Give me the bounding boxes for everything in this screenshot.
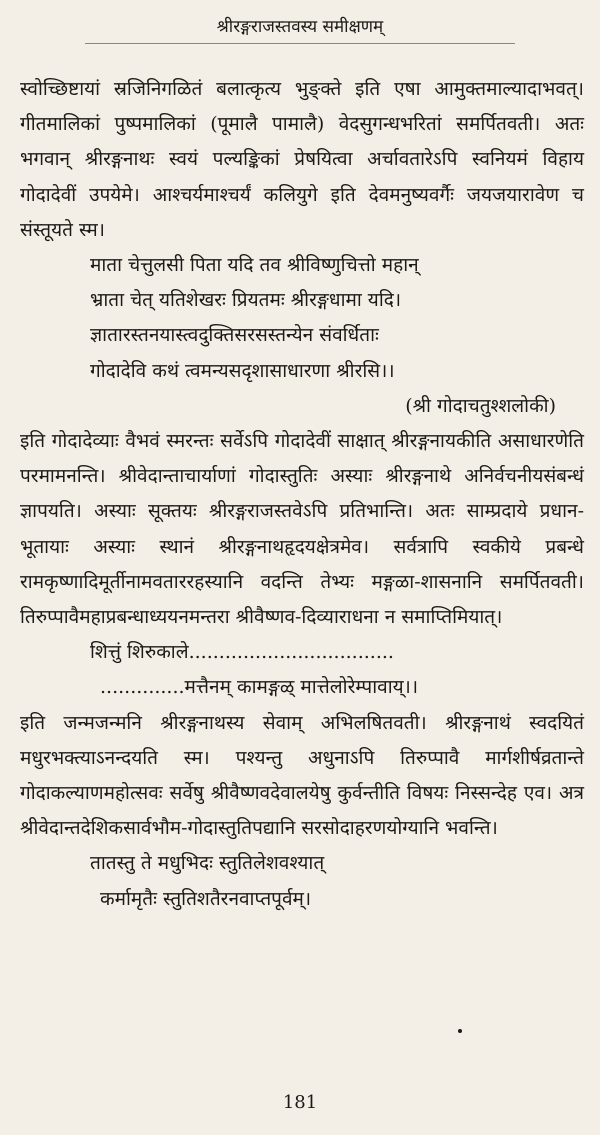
paragraph-2: इति गोदादेव्याः वैभवं स्मरन्तः सर्वेऽपि गोदादेवीं साक्षात् श्रीरङ्गनायकीति असाधारणेति परमामनन्ति। श्रीवेदान्ताचार्याणां गोदास्तुतिः अस्याः श्रीरङ्गनाथे अनिर्वचनीयसंबन्धं ज्ञापयति। अस्याः सूक्तयः श्रीरङ्गराजस्तवेऽपि प्रतिभान्ति। अतः साम्प्रदाये प्रधान-भूतायाः अस्याः स्थानं श्रीरङ्गनाथहृदयक्षेत्रमेव। सर्वत्रापि स्वकीये प्रबन्धे रामकृष्णादिमूर्तीनामवताररहस्यानि वदन्ति तेभ्यः मङ्गळा-शासनानि समर्पितवती। तिरुप्पावैमहाप्रबन्धाध्ययनमन्तरा श्रीवैष्णव-दिव्याराधना न समाप्तिमियात्। — [20, 430, 584, 629]
verse-1-source: (श्री गोदाचतुश्शलोकी) — [405, 394, 556, 417]
verse-1-line-4: गोदादेवि कथं त्वमन्यसदृशासाधारणा श्रीरसि।। — [90, 359, 395, 382]
paragraph-1: स्वोच्छिष्टायां स्रजिनिगळितं बलात्कृत्य भुङ्क्ते इति एषा आमुक्तमाल्यादाभवत्। गीतमालिकां पुष्पमालिकां (पूमालै पामालै) वेदसुगन्धभरितां समर्पितवती। अतः भगवान् श्रीरङ्गनाथः स्वयं पल्यङ्किकां प्रेषयित्वा अर्चावतारेऽपि स्वनियमं विहाय गोदादेवीं उपयेमे। आश्चर्यमाश्चर्यं कलियुगे इति देवमनुष्यवर्गैः जयजयारावेण च संस्तूयते स्म। — [20, 78, 584, 241]
verse-2-line-2: ..............मत्तैनम् कामङ्गळ् मात्तेलोरेम्पावाय्।। — [100, 676, 419, 699]
verse-1-line-3: ज्ञातारस्तनयास्त्वदुक्तिसरसस्तन्येन संवर्धिताः — [90, 324, 379, 347]
verse-3-line-2: कर्मामृतैः स्तुतिशतैरनवाप्तपूर्वम्। — [100, 887, 312, 910]
running-header — [0, 14, 600, 44]
page-number: 181 — [282, 1092, 318, 1113]
verse-2-line-1: शित्तुं शिरुकाले.................................. — [90, 641, 394, 664]
paragraph-3: इति जन्मजन्मनि श्रीरङ्गनाथस्य सेवाम् अभिलषितवती। श्रीरङ्गनाथं स्वदयितं मधुरभक्त्याऽनन्दयति स्म। पश्यन्तु अधुनाऽपि तिरुप्पावै मार्गशीर्षव्रतान्ते गोदाकल्याणमहोत्सवः सर्वेषु श्रीवैष्णवदेवालयेषु कुर्वन्तीति विषयः निस्सन्देह एव। अत्र श्रीवेदान्तदेशिकसार्वभौम-गोदास्तुतिपद्यानि सरसोदाहरणयोग्यानि भवन्ति। — [20, 711, 584, 840]
verse-3-line-1: तातस्तु ते मधुभिदः स्तुतिलेशवश्यात् — [90, 852, 325, 875]
header-title: श्रीरङ्गराजस्तवस्य समीक्षणम् — [216, 17, 384, 37]
verse-1-line-2: भ्राता चेत् यतिशेखरः प्रियतमः श्रीरङ्गधामा यदि। — [90, 289, 402, 312]
page-body — [20, 72, 584, 917]
header-rule — [85, 43, 515, 44]
ink-speck — [458, 1029, 462, 1033]
verse-1-line-1: माता चेत्तुलसी पिता यदि तव श्रीविष्णुचित्तो महान् — [90, 254, 419, 277]
